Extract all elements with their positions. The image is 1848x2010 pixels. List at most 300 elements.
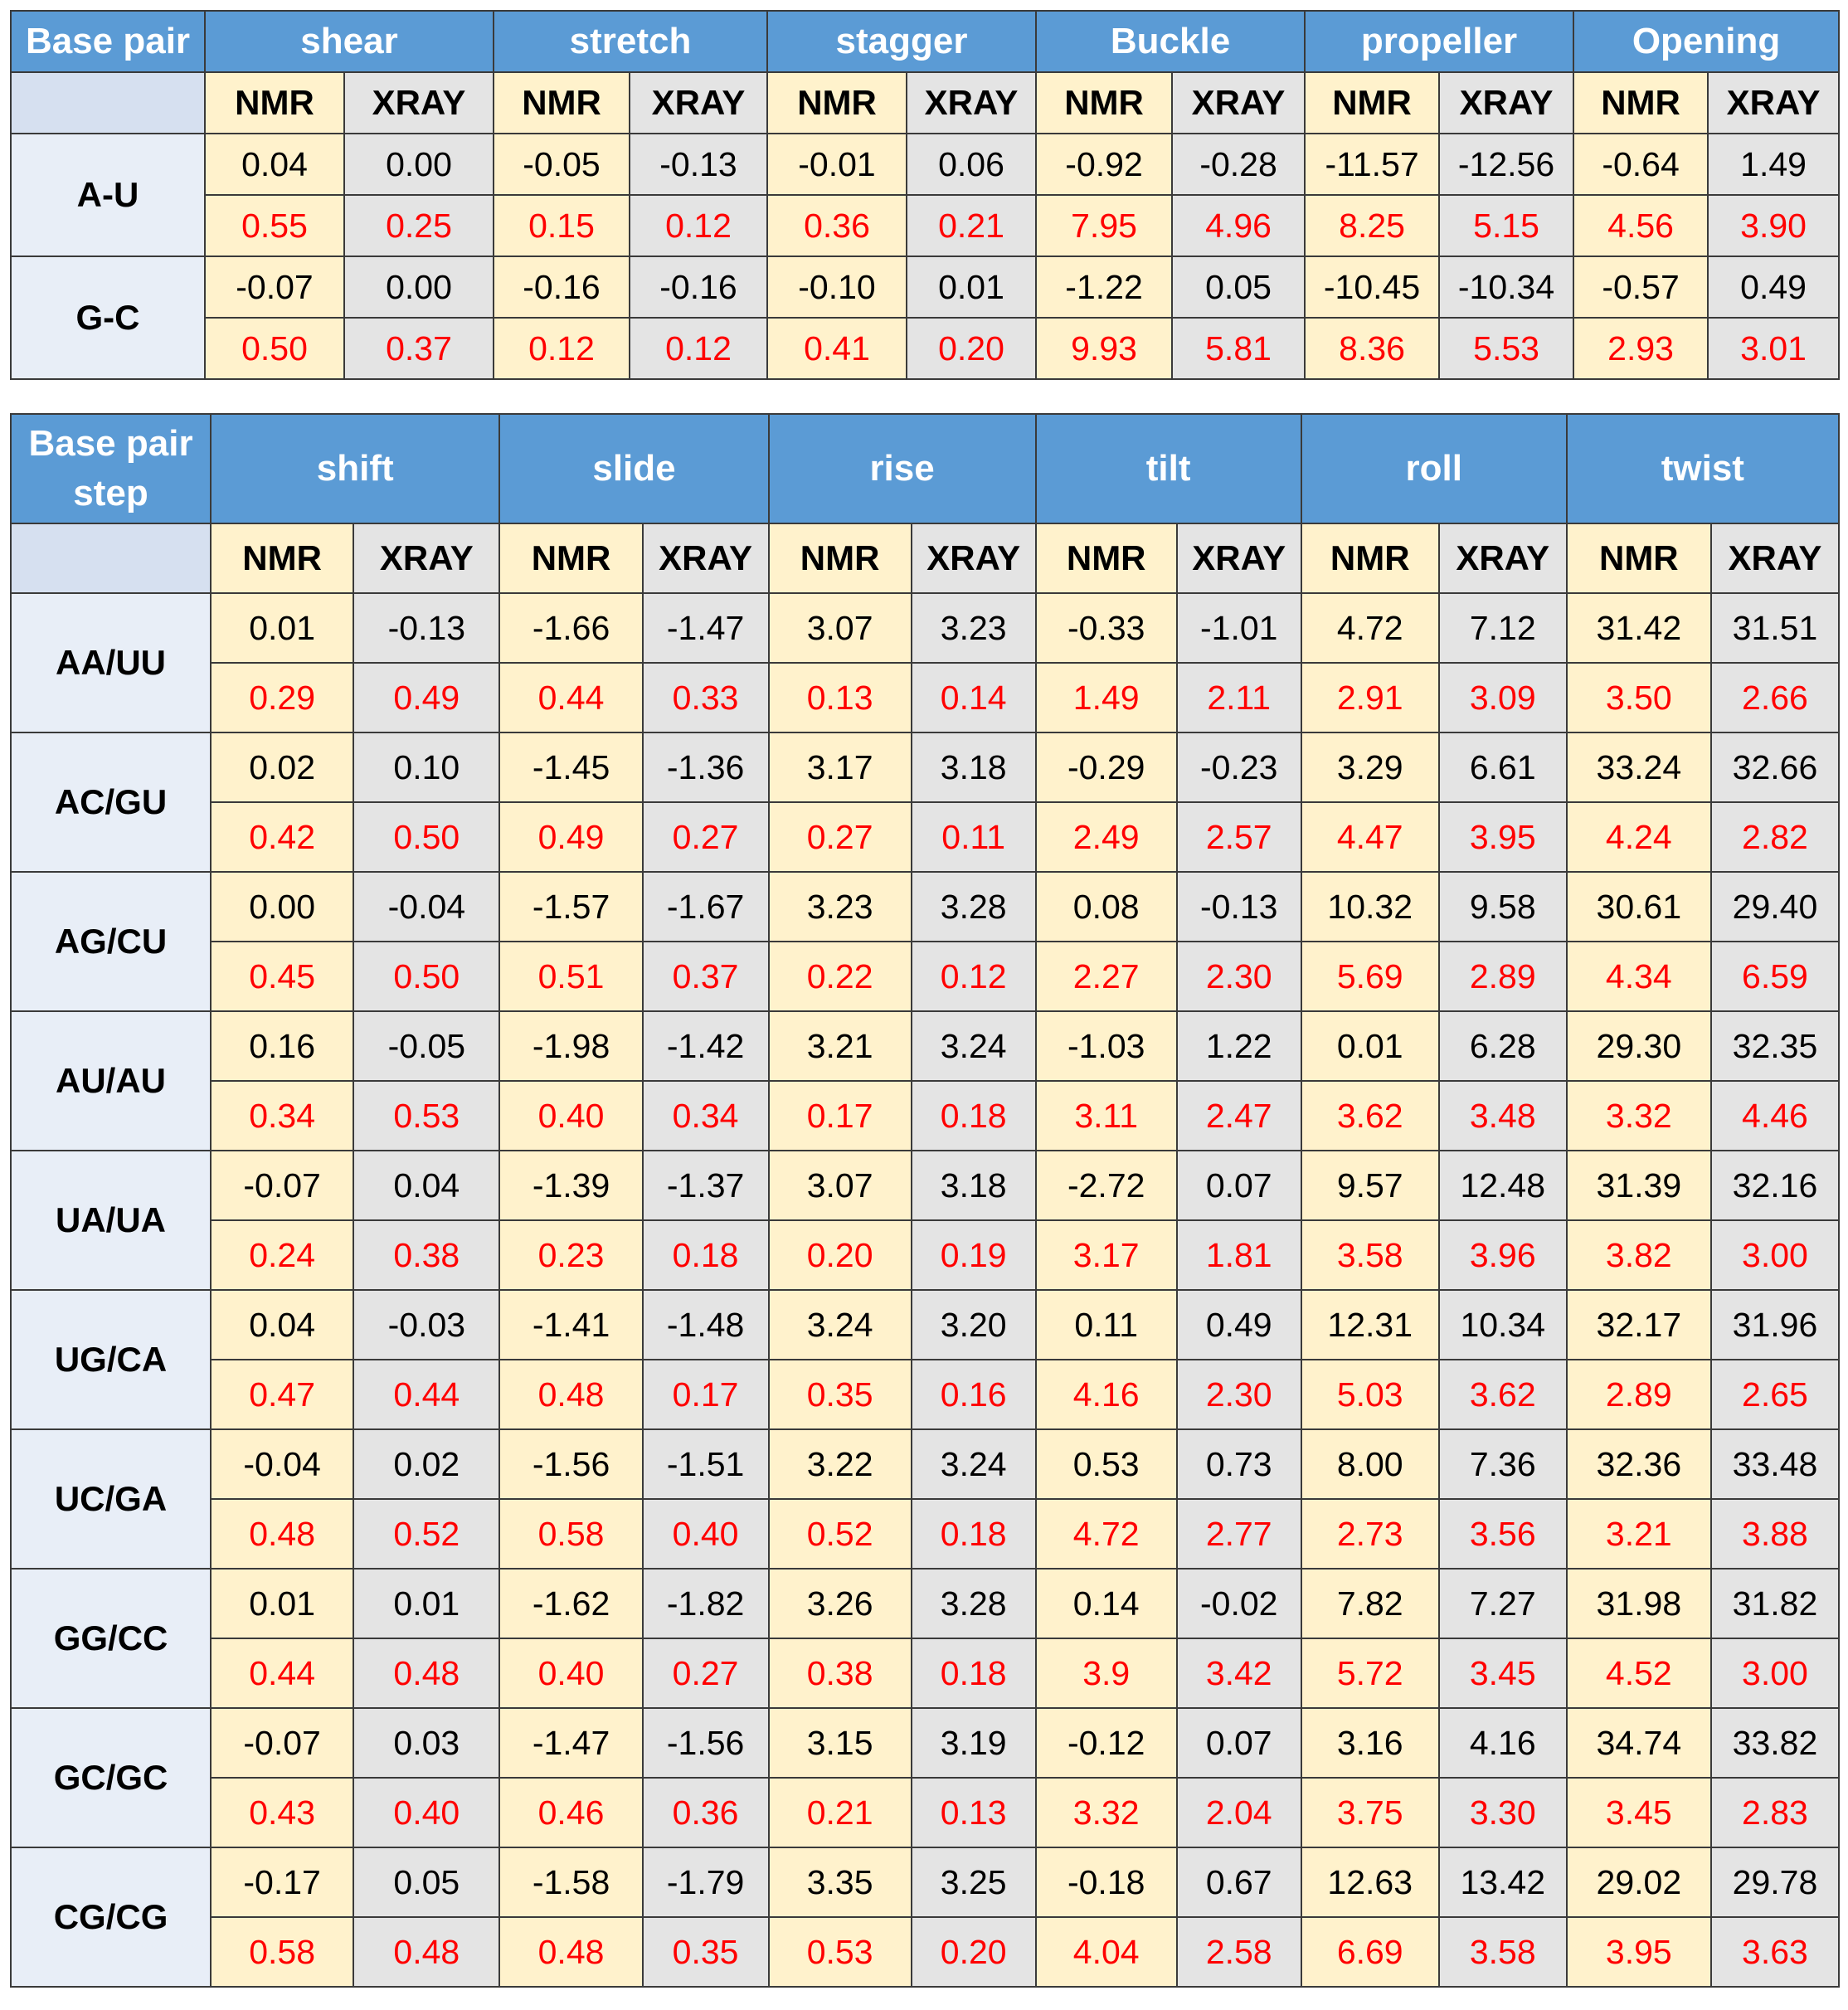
nmr-header: NMR	[205, 72, 344, 134]
mean-value-cell: -1.37	[643, 1151, 769, 1220]
sd-value-cell: 0.44	[499, 663, 642, 732]
sd-value-cell: 0.19	[912, 1220, 1036, 1290]
row-label: UA/UA	[11, 1151, 211, 1290]
sd-value-cell: 3.9	[1036, 1638, 1177, 1708]
sd-value-cell: 3.32	[1567, 1081, 1711, 1151]
xray-header: XRAY	[1711, 523, 1839, 593]
sd-value-cell: 3.88	[1711, 1499, 1839, 1569]
mean-value-cell: 7.36	[1439, 1429, 1567, 1499]
sd-value-cell: 2.73	[1301, 1499, 1439, 1569]
mean-value-cell: 12.63	[1301, 1847, 1439, 1917]
column-group-header: rise	[769, 414, 1036, 523]
mean-value-cell: -0.18	[1036, 1847, 1177, 1917]
mean-value-cell: 0.00	[344, 256, 494, 318]
mean-row	[11, 593, 1839, 663]
mean-value-cell: 3.07	[769, 1151, 912, 1220]
mean-value-cell: -1.51	[643, 1429, 769, 1499]
sd-value-cell: 3.62	[1301, 1081, 1439, 1151]
nmr-header: NMR	[769, 523, 912, 593]
row-label: UG/CA	[11, 1290, 211, 1429]
nmr-header: NMR	[767, 72, 907, 134]
xray-header: XRAY	[912, 523, 1036, 593]
sd-value-cell: 3.62	[1439, 1360, 1567, 1429]
sd-value-cell: 3.75	[1301, 1778, 1439, 1847]
mean-value-cell: 3.28	[912, 872, 1036, 942]
mean-value-cell: 31.39	[1567, 1151, 1711, 1220]
sd-value-cell: 0.16	[912, 1360, 1036, 1429]
sd-value-cell: 2.66	[1711, 663, 1839, 732]
mean-row	[11, 134, 1839, 195]
mean-row	[11, 1429, 1839, 1499]
mean-value-cell: 0.67	[1177, 1847, 1301, 1917]
sd-value-cell: 2.89	[1439, 942, 1567, 1011]
xray-header: XRAY	[1177, 523, 1301, 593]
sd-row	[11, 1220, 1839, 1290]
mean-value-cell: -0.01	[767, 134, 907, 195]
sd-value-cell: 2.47	[1177, 1081, 1301, 1151]
sd-value-cell: 0.12	[912, 942, 1036, 1011]
sd-value-cell: 3.56	[1439, 1499, 1567, 1569]
mean-value-cell: -1.03	[1036, 1011, 1177, 1081]
mean-value-cell: 31.96	[1711, 1290, 1839, 1360]
sd-value-cell: 3.45	[1439, 1638, 1567, 1708]
sd-value-cell: 4.47	[1301, 802, 1439, 872]
sd-value-cell: 0.49	[353, 663, 499, 732]
mean-value-cell: 32.66	[1711, 732, 1839, 802]
mean-value-cell: 34.74	[1567, 1708, 1711, 1778]
sd-value-cell: 0.55	[205, 195, 344, 256]
mean-value-cell: 0.49	[1177, 1290, 1301, 1360]
mean-value-cell: -1.42	[643, 1011, 769, 1081]
sd-value-cell: 0.40	[499, 1638, 642, 1708]
sd-value-cell: 4.52	[1567, 1638, 1711, 1708]
mean-value-cell: -1.79	[643, 1847, 769, 1917]
column-group-header: propeller	[1305, 11, 1573, 72]
sd-value-cell: 0.24	[211, 1220, 353, 1290]
sd-value-cell: 4.24	[1567, 802, 1711, 872]
sd-value-cell: 0.15	[494, 195, 630, 256]
sd-value-cell: 0.11	[912, 802, 1036, 872]
mean-value-cell: -0.07	[211, 1708, 353, 1778]
mean-value-cell: 3.19	[912, 1708, 1036, 1778]
mean-value-cell: -11.57	[1305, 134, 1439, 195]
sd-row	[11, 1081, 1839, 1151]
mean-value-cell: 3.20	[912, 1290, 1036, 1360]
column-group-header: shift	[211, 414, 499, 523]
mean-value-cell: 10.34	[1439, 1290, 1567, 1360]
sd-value-cell: 2.83	[1711, 1778, 1839, 1847]
sd-value-cell: 0.49	[499, 802, 642, 872]
sd-value-cell: 3.58	[1301, 1220, 1439, 1290]
base-pair-step-parameters-table	[10, 413, 1840, 1988]
mean-value-cell: 9.57	[1301, 1151, 1439, 1220]
mean-value-cell: -1.47	[499, 1708, 642, 1778]
sd-value-cell: 0.50	[205, 318, 344, 379]
mean-value-cell: -1.58	[499, 1847, 642, 1917]
group-header-row	[11, 414, 1839, 523]
sd-value-cell: 3.63	[1711, 1917, 1839, 1987]
sd-row	[11, 1638, 1839, 1708]
mean-value-cell: -1.41	[499, 1290, 642, 1360]
mean-row	[11, 1290, 1839, 1360]
mean-value-cell: 0.01	[1301, 1011, 1439, 1081]
mean-value-cell: -1.01	[1177, 593, 1301, 663]
sd-value-cell: 0.44	[211, 1638, 353, 1708]
column-group-header: Opening	[1573, 11, 1839, 72]
sd-value-cell: 0.37	[344, 318, 494, 379]
mean-value-cell: 31.42	[1567, 593, 1711, 663]
mean-value-cell: -0.23	[1177, 732, 1301, 802]
sd-value-cell: 3.09	[1439, 663, 1567, 732]
sd-value-cell: 4.96	[1172, 195, 1305, 256]
mean-value-cell: 7.82	[1301, 1569, 1439, 1638]
mean-row	[11, 1708, 1839, 1778]
mean-value-cell: -1.48	[643, 1290, 769, 1360]
mean-value-cell: -0.16	[630, 256, 767, 318]
sd-value-cell: 0.48	[499, 1917, 642, 1987]
nmr-header: NMR	[499, 523, 642, 593]
mean-value-cell: 30.61	[1567, 872, 1711, 942]
sd-value-cell: 5.72	[1301, 1638, 1439, 1708]
sd-value-cell: 3.32	[1036, 1778, 1177, 1847]
mean-value-cell: 3.07	[769, 593, 912, 663]
row-label: UC/GA	[11, 1429, 211, 1569]
sd-value-cell: 3.00	[1711, 1638, 1839, 1708]
mean-value-cell: 3.35	[769, 1847, 912, 1917]
mean-value-cell: 31.98	[1567, 1569, 1711, 1638]
sd-value-cell: 0.42	[211, 802, 353, 872]
mean-value-cell: -0.16	[494, 256, 630, 318]
nmr-header: NMR	[1573, 72, 1708, 134]
sd-value-cell: 3.30	[1439, 1778, 1567, 1847]
mean-value-cell: 3.24	[769, 1290, 912, 1360]
sd-value-cell: 0.17	[643, 1360, 769, 1429]
mean-value-cell: 29.40	[1711, 872, 1839, 942]
sd-value-cell: 3.45	[1567, 1778, 1711, 1847]
sd-value-cell: 0.46	[499, 1778, 642, 1847]
mean-value-cell: 1.49	[1708, 134, 1839, 195]
nmr-header: NMR	[1036, 523, 1177, 593]
mean-value-cell: 31.51	[1711, 593, 1839, 663]
nmr-header: NMR	[494, 72, 630, 134]
sd-value-cell: 3.11	[1036, 1081, 1177, 1151]
mean-value-cell: 0.04	[211, 1290, 353, 1360]
mean-value-cell: 29.30	[1567, 1011, 1711, 1081]
sd-value-cell: 0.21	[907, 195, 1036, 256]
sd-row	[11, 1917, 1839, 1987]
nmr-header: NMR	[1301, 523, 1439, 593]
sd-value-cell: 8.36	[1305, 318, 1439, 379]
sd-value-cell: 3.82	[1567, 1220, 1711, 1290]
xray-header: XRAY	[1172, 72, 1305, 134]
column-group-header: Buckle	[1036, 11, 1305, 72]
mean-value-cell: -0.13	[1177, 872, 1301, 942]
sd-value-cell: 0.53	[769, 1917, 912, 1987]
mean-value-cell: -0.28	[1172, 134, 1305, 195]
sd-value-cell: 0.38	[353, 1220, 499, 1290]
sd-value-cell: 0.33	[643, 663, 769, 732]
mean-value-cell: 0.06	[907, 134, 1036, 195]
nmr-header: NMR	[1567, 523, 1711, 593]
mean-value-cell: -10.34	[1439, 256, 1573, 318]
sd-value-cell: 0.20	[907, 318, 1036, 379]
mean-value-cell: 0.03	[353, 1708, 499, 1778]
sd-value-cell: 4.46	[1711, 1081, 1839, 1151]
mean-value-cell: -0.17	[211, 1847, 353, 1917]
sd-row	[11, 1778, 1839, 1847]
sd-value-cell: 0.50	[353, 942, 499, 1011]
mean-value-cell: -0.12	[1036, 1708, 1177, 1778]
mean-row	[11, 872, 1839, 942]
mean-value-cell: 0.01	[211, 593, 353, 663]
sd-row	[11, 942, 1839, 1011]
sd-value-cell: 3.95	[1567, 1917, 1711, 1987]
mean-value-cell: 0.02	[211, 732, 353, 802]
sd-value-cell: 0.21	[769, 1778, 912, 1847]
mean-value-cell: -1.45	[499, 732, 642, 802]
sd-value-cell: 0.18	[912, 1499, 1036, 1569]
sd-value-cell: 0.51	[499, 942, 642, 1011]
mean-value-cell: -1.57	[499, 872, 642, 942]
xray-header: XRAY	[1439, 72, 1573, 134]
sd-value-cell: 1.81	[1177, 1220, 1301, 1290]
corner-label-line: Base pair	[28, 423, 193, 464]
mean-value-cell: 3.29	[1301, 732, 1439, 802]
mean-value-cell: -1.56	[499, 1429, 642, 1499]
sd-value-cell: 0.25	[344, 195, 494, 256]
sd-value-cell: 0.36	[767, 195, 907, 256]
sd-value-cell: 0.34	[643, 1081, 769, 1151]
mean-value-cell: -0.07	[211, 1151, 353, 1220]
mean-value-cell: -1.82	[643, 1569, 769, 1638]
sd-value-cell: 3.96	[1439, 1220, 1567, 1290]
sd-value-cell: 0.37	[643, 942, 769, 1011]
mean-value-cell: 0.04	[205, 134, 344, 195]
mean-value-cell: 0.04	[353, 1151, 499, 1220]
sd-value-cell: 2.27	[1036, 942, 1177, 1011]
sd-value-cell: 0.48	[353, 1638, 499, 1708]
mean-value-cell: -0.04	[211, 1429, 353, 1499]
mean-value-cell: 33.82	[1711, 1708, 1839, 1778]
sd-value-cell: 0.27	[643, 1638, 769, 1708]
mean-value-cell: 4.16	[1439, 1708, 1567, 1778]
column-group-header: roll	[1301, 414, 1567, 523]
mean-value-cell: 7.12	[1439, 593, 1567, 663]
sd-value-cell: 2.49	[1036, 802, 1177, 872]
sd-value-cell: 0.12	[494, 318, 630, 379]
corner-label-line: step	[73, 473, 148, 513]
mean-value-cell: -0.03	[353, 1290, 499, 1360]
mean-value-cell: 0.11	[1036, 1290, 1177, 1360]
mean-value-cell: -0.64	[1573, 134, 1708, 195]
mean-value-cell: -1.47	[643, 593, 769, 663]
mean-value-cell: 3.21	[769, 1011, 912, 1081]
sd-value-cell: 2.65	[1711, 1360, 1839, 1429]
mean-value-cell: -0.05	[494, 134, 630, 195]
mean-value-cell: 3.28	[912, 1569, 1036, 1638]
sd-value-cell: 0.14	[912, 663, 1036, 732]
mean-value-cell: -0.05	[353, 1011, 499, 1081]
mean-value-cell: 3.18	[912, 732, 1036, 802]
mean-value-cell: 6.61	[1439, 732, 1567, 802]
sd-value-cell: 2.57	[1177, 802, 1301, 872]
sd-value-cell: 0.18	[912, 1081, 1036, 1151]
mean-value-cell: 3.24	[912, 1011, 1036, 1081]
sd-value-cell: 0.52	[353, 1499, 499, 1569]
sd-row	[11, 1360, 1839, 1429]
corner-label: Base pair	[11, 11, 205, 72]
sd-value-cell: 0.27	[643, 802, 769, 872]
mean-value-cell: 0.05	[1172, 256, 1305, 318]
mean-value-cell: 33.48	[1711, 1429, 1839, 1499]
sd-value-cell: 0.41	[767, 318, 907, 379]
sd-value-cell: 0.12	[630, 195, 767, 256]
sd-value-cell: 1.49	[1036, 663, 1177, 732]
sd-value-cell: 3.00	[1711, 1220, 1839, 1290]
row-label: GC/GC	[11, 1708, 211, 1847]
mean-value-cell: -0.57	[1573, 256, 1708, 318]
mean-value-cell: -0.02	[1177, 1569, 1301, 1638]
sd-row	[11, 802, 1839, 872]
mean-value-cell: 0.07	[1177, 1151, 1301, 1220]
mean-value-cell: 0.05	[353, 1847, 499, 1917]
mean-value-cell: -0.13	[353, 593, 499, 663]
sd-value-cell: 0.52	[769, 1499, 912, 1569]
sd-value-cell: 0.22	[769, 942, 912, 1011]
sd-value-cell: 0.18	[912, 1638, 1036, 1708]
mean-value-cell: 32.16	[1711, 1151, 1839, 1220]
mean-row	[11, 1011, 1839, 1081]
sd-value-cell: 2.58	[1177, 1917, 1301, 1987]
sd-value-cell: 0.13	[769, 663, 912, 732]
sd-value-cell: 5.15	[1439, 195, 1573, 256]
sd-value-cell: 3.58	[1439, 1917, 1567, 1987]
mean-row	[11, 1151, 1839, 1220]
nmr-header: NMR	[211, 523, 353, 593]
sd-value-cell: 0.18	[643, 1220, 769, 1290]
mean-value-cell: -0.92	[1036, 134, 1172, 195]
mean-value-cell: 0.73	[1177, 1429, 1301, 1499]
mean-value-cell: 32.36	[1567, 1429, 1711, 1499]
row-label: G-C	[11, 256, 205, 379]
sub-header-row	[11, 523, 1839, 593]
nmr-header: NMR	[1036, 72, 1172, 134]
xray-header: XRAY	[643, 523, 769, 593]
row-label: A-U	[11, 134, 205, 256]
sd-value-cell: 0.35	[769, 1360, 912, 1429]
mean-value-cell: 33.24	[1567, 732, 1711, 802]
sd-value-cell: 0.27	[769, 802, 912, 872]
mean-value-cell: 0.01	[907, 256, 1036, 318]
mean-row	[11, 256, 1839, 318]
sd-value-cell: 2.30	[1177, 1360, 1301, 1429]
mean-value-cell: 3.25	[912, 1847, 1036, 1917]
sd-value-cell: 3.95	[1439, 802, 1567, 872]
sd-row	[11, 195, 1839, 256]
mean-value-cell: 9.58	[1439, 872, 1567, 942]
mean-value-cell: 3.17	[769, 732, 912, 802]
row-label: AA/UU	[11, 593, 211, 732]
corner-label	[11, 414, 211, 523]
sd-value-cell: 4.16	[1036, 1360, 1177, 1429]
mean-value-cell: 0.01	[353, 1569, 499, 1638]
base-pair-parameters-table	[10, 10, 1840, 380]
sub-header-row	[11, 72, 1839, 134]
row-label: AC/GU	[11, 732, 211, 872]
xray-header: XRAY	[1708, 72, 1839, 134]
xray-header: XRAY	[630, 72, 767, 134]
column-group-header: tilt	[1036, 414, 1301, 523]
mean-value-cell: 0.00	[344, 134, 494, 195]
sd-value-cell: 2.91	[1301, 663, 1439, 732]
mean-value-cell: -0.10	[767, 256, 907, 318]
mean-value-cell: 3.22	[769, 1429, 912, 1499]
xray-header: XRAY	[344, 72, 494, 134]
mean-value-cell: 13.42	[1439, 1847, 1567, 1917]
mean-row	[11, 1569, 1839, 1638]
mean-value-cell: 3.24	[912, 1429, 1036, 1499]
mean-value-cell: -0.33	[1036, 593, 1177, 663]
mean-value-cell: 29.02	[1567, 1847, 1711, 1917]
sd-value-cell: 2.30	[1177, 942, 1301, 1011]
sd-value-cell: 0.40	[353, 1778, 499, 1847]
mean-value-cell: 0.53	[1036, 1429, 1177, 1499]
sd-value-cell: 0.58	[499, 1499, 642, 1569]
group-header-row	[11, 11, 1839, 72]
sd-row	[11, 318, 1839, 379]
sd-value-cell: 3.42	[1177, 1638, 1301, 1708]
sd-value-cell: 5.81	[1172, 318, 1305, 379]
mean-value-cell: 3.18	[912, 1151, 1036, 1220]
sd-value-cell: 0.44	[353, 1360, 499, 1429]
sd-value-cell: 0.13	[912, 1778, 1036, 1847]
xray-header: XRAY	[907, 72, 1036, 134]
mean-value-cell: 6.28	[1439, 1011, 1567, 1081]
sd-value-cell: 0.35	[643, 1917, 769, 1987]
column-group-header: stretch	[494, 11, 767, 72]
mean-row	[11, 732, 1839, 802]
mean-value-cell: 0.16	[211, 1011, 353, 1081]
mean-value-cell: 3.15	[769, 1708, 912, 1778]
sd-value-cell: 0.48	[211, 1499, 353, 1569]
mean-value-cell: -1.22	[1036, 256, 1172, 318]
mean-value-cell: -1.66	[499, 593, 642, 663]
mean-value-cell: -1.56	[643, 1708, 769, 1778]
mean-value-cell: -10.45	[1305, 256, 1439, 318]
sd-value-cell: 7.95	[1036, 195, 1172, 256]
mean-row	[11, 1847, 1839, 1917]
mean-value-cell: 32.35	[1711, 1011, 1839, 1081]
mean-value-cell: 12.48	[1439, 1151, 1567, 1220]
sd-value-cell: 5.03	[1301, 1360, 1439, 1429]
corner-blank	[11, 523, 211, 593]
sd-value-cell: 2.93	[1573, 318, 1708, 379]
mean-value-cell: 0.14	[1036, 1569, 1177, 1638]
sd-value-cell: 5.69	[1301, 942, 1439, 1011]
sd-value-cell: 0.36	[643, 1778, 769, 1847]
sd-value-cell: 0.20	[912, 1917, 1036, 1987]
sd-value-cell: 3.17	[1036, 1220, 1177, 1290]
sd-value-cell: 8.25	[1305, 195, 1439, 256]
sd-value-cell: 0.40	[643, 1499, 769, 1569]
xray-header: XRAY	[1439, 523, 1567, 593]
mean-value-cell: 31.82	[1711, 1569, 1839, 1638]
column-group-header: slide	[499, 414, 768, 523]
mean-value-cell: 3.23	[769, 872, 912, 942]
sd-value-cell: 0.48	[353, 1917, 499, 1987]
mean-value-cell: -0.13	[630, 134, 767, 195]
mean-value-cell: 4.72	[1301, 593, 1439, 663]
